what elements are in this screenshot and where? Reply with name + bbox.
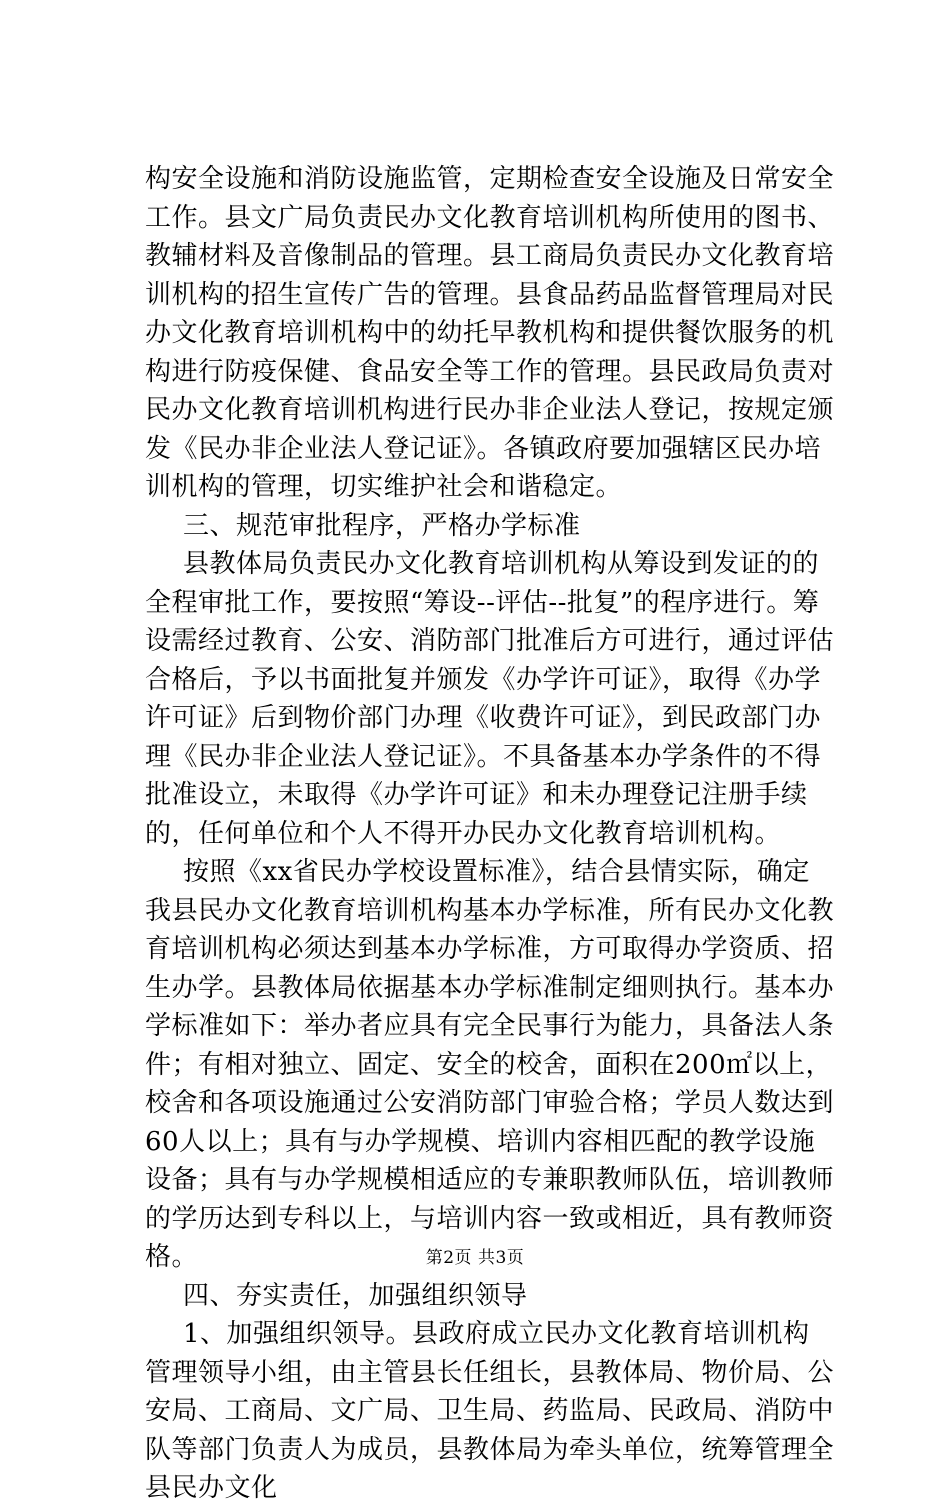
paragraph-3: 按照《xx省民办学校设置标准》，结合县情实际，确定我县民办文化教育培训机构基本办学标准，所有民办文化教育培训机构必须达到基本办学标准，方可取得办学资质、招生办学。县教体局依据基本办学标准制定细则执行。基本办学标准如下：举办者应具有完全民事行为能力，具备法人条件；有相对独立、固定、安全的校舍，面积在200㎡以上，校舍和各项设施通过公安消防部门审验合格；学员人数达到60人以上；具有与办学规模、培训内容相匹配的教学设施设备；具有与办学规模相适应的专兼职教师队伍，培训教师的学历达到专科以上，与培训内容一致或相近，具有教师资格。 bbox=[145, 857, 835, 1272]
paragraph-2: 县教体局负责民办文化教育培训机构从筹设到发证的的全程审批工作，要按照“筹设--评估--批复”的程序进行。筹设需经过教育、公安、消防部门批准后方可进行，通过评估合格后，予以书面批复并颁发《办学许可证》，取得《办学许可证》后到物价部门办理《收费许可证》，到民政部门办理《民办非企业法人登记证》。不具备基本办学条件的不得批准设立，未取得《办学许可证》和未办理登记注册手续的，任何单位和个人不得开办民办文化教育培训机构。 bbox=[145, 549, 835, 849]
paragraph-4: 1、加强组织领导。县政府成立民办文化教育培训机构管理领导小组，由主管县长任组长，县教体局、物价局、公安局、工商局、文广局、卫生局、药监局、民政局、消防中队等部门负责人为成员，县教体局为牵头单位，统筹管理全县民办文化 bbox=[145, 1319, 835, 1503]
document-body bbox=[145, 160, 835, 1508]
page-number-label: 第2页 共3页 bbox=[425, 1248, 525, 1268]
paragraph-1: 构安全设施和消防设施监管，定期检查安全设施及日常安全工作。县文广局负责民办文化教育培训机构所使用的图书、教辅材料及音像制品的管理。县工商局负责民办文化教育培训机构的招生宣传广告的管理。县食品药品监督管理局对民办文化教育培训机构中的幼托早教机构和提供餐饮服务的机构进行防疫保健、食品安全等工作的管理。县民政局负责对民办文化教育培训机构进行民办非企业法人登记，按规定颁发《民办非企业法人登记证》。各镇政府要加强辖区民办培训机构的管理，切实维护社会和谐稳定。 bbox=[145, 164, 835, 502]
section-heading-3: 三、规范审批程序，严格办学标准 bbox=[183, 510, 581, 541]
page-footer bbox=[0, 1243, 950, 1268]
section-heading-4: 四、夯实责任，加强组织领导 bbox=[183, 1280, 528, 1311]
